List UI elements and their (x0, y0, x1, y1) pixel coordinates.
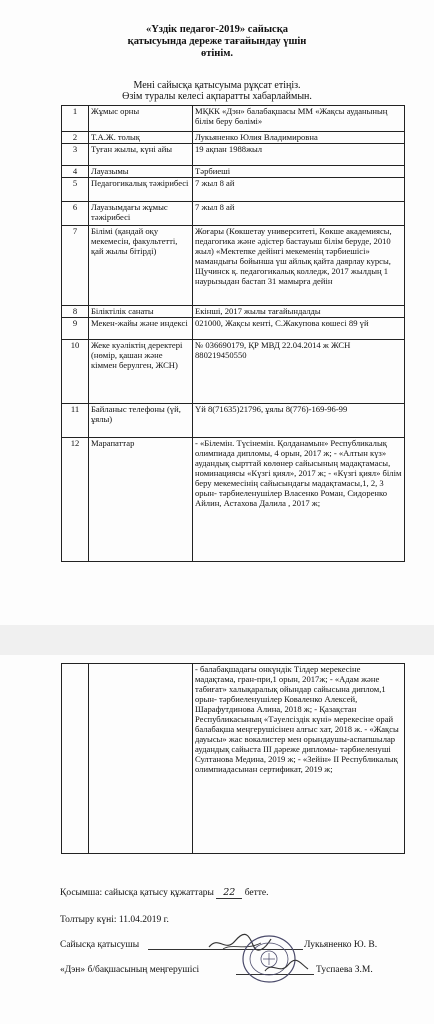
row-label: Лауазымдағы жұмыс тәжірибесі (89, 202, 193, 226)
participant-label: Сайысқа қатысушы (60, 940, 140, 950)
row-label: Біліктілік санаты (89, 306, 193, 318)
intro-text (0, 80, 434, 102)
table-row (62, 166, 405, 178)
row-number: 6 (62, 202, 89, 226)
table-row (62, 132, 405, 144)
table-row (62, 202, 405, 226)
row-number: 1 (62, 106, 89, 132)
table-row (62, 144, 405, 166)
row-label: Марапаттар (89, 438, 193, 562)
head-name: Туспаева З.М. (316, 965, 373, 975)
title-line-2: қатысуында дереже тағайындау үшін (127, 36, 307, 47)
row-number: 4 (62, 166, 89, 178)
row-number: 10 (62, 340, 89, 404)
table-row (62, 318, 405, 340)
document-title (0, 24, 434, 60)
row-number: 9 (62, 318, 89, 340)
head-label: «Дэн» б/бақшасының меңгерушісі (60, 965, 200, 975)
table-row (62, 404, 405, 438)
row-number: 11 (62, 404, 89, 438)
row-number (62, 664, 89, 854)
row-label: Т.А.Ж. толық (89, 132, 193, 144)
row-number: 5 (62, 178, 89, 202)
row-number: 12 (62, 438, 89, 562)
table-row (62, 340, 405, 404)
row-value: МҚКК «Дэн» балабақшасы ММ «Жақсы ауданының білім беру бөлімі» (193, 106, 405, 132)
row-value: Лукьяненко Юлия Владимировна (193, 132, 405, 144)
document-page-2 (0, 655, 434, 1024)
continuation-table (61, 663, 405, 854)
row-label: Педагогикалық тәжірибесі (89, 178, 193, 202)
row-label: Мекен-жайы және индексі (89, 318, 193, 340)
table-row (62, 178, 405, 202)
title-line-1: «Үздік педагог-2019» сайысқа (145, 24, 289, 35)
row-value: Үй 8(71635)21796, ұялы 8(776)-169-96-99 (193, 404, 405, 438)
row-label: Жұмыс орны (89, 106, 193, 132)
table-row (62, 664, 405, 854)
row-label: Туған жылы, күні айы (89, 144, 193, 166)
row-value: - балабақшадағы онкүндік Тілдер мерекесіне мадақтама, гран-при,1 орын, 2017ж; - «Адам және табиғат» халықаралық ойындар сайысына диплом,1 орын- тәрбиеленушілер Коваленко Алексей, Шарафутдинова Алина, 2018 ж; - Қазақстан Республикасының «Тәуелсіздік күні» мерекесіне орай балабақша меңгерушісінен алғыс хат, 2018 ж. - «Жақсы дауысы» жас вокалистер мен орындаушы-аспапшылар аудандық сайыста ІІІ дәреже дипломы- тәрбиеленуші Султанова Медина, 2019 ж; - «Зейін» ІІ Республикалық олимпиадасынан сертификат, 2019 ж; (193, 664, 405, 854)
attachments-count: 22 (216, 887, 242, 899)
row-value: 7 жыл 8 ай (193, 178, 405, 202)
row-value: 19 ақпан 1988жыл (193, 144, 405, 166)
row-label: Байланыс телефоны (үй, ұялы) (89, 404, 193, 438)
row-label: Білімі (қандай оқу мекемесін, факультетті, қай жылы бітірді) (89, 226, 193, 306)
attachments-prefix: Қосымша: сайысқа қатысу құжаттары (60, 888, 214, 898)
attachments-line (60, 887, 269, 899)
intro-line-2: Өзім туралы келесі ақпаратты хабарлаймын. (122, 91, 312, 102)
row-value: Тәрбиеші (193, 166, 405, 178)
head-signature (262, 957, 312, 977)
row-label (89, 664, 193, 854)
table-row (62, 226, 405, 306)
row-number: 3 (62, 144, 89, 166)
intro-line-1: Мені сайысқа қатысуыма рұқсат етіңіз. (133, 80, 301, 91)
row-value: - «Білемін. Түсінемін. Қолданамын» Республикалық олимпиада дипломы, 4 орын, 2017 ж; - «Алтын күз» аудандық сырттай көлөнер сайысының мадақтамасы, номинациясы «Күзгі қиял», 2017 ж; - «Күзгі қиял» білім беру мекемесінің сайысындағы мадақтамасы,1, 2, 3 орын- тәрбиеленушілер Власенко Роман, Сидоренко Айлин, Астахова Далила , 2017 ж; (193, 438, 405, 562)
page-gap (0, 625, 434, 655)
table-row (62, 438, 405, 562)
application-table (61, 105, 405, 562)
row-value: 7 жыл 8 ай (193, 202, 405, 226)
row-number: 7 (62, 226, 89, 306)
attachments-suffix: бетте. (244, 888, 269, 898)
row-label: Лауазымы (89, 166, 193, 178)
row-value: Жоғары (Көкшетау университеті, Көкше академиясы, педагогика және әдістер бастауыш білім беруде, 2010 жыл) «Мектепке дейінгі мекеменің тәрбиешісі» мамандығы бойынша үш айлық қайта даярлау курсы, Щучинск қ. педагогикалық колледж, 2017 жылдың 1 наурызыдан бастап 31 мамырға дейін (193, 226, 405, 306)
table-row (62, 306, 405, 318)
date-line: Толтыру күні: 11.04.2019 г. (60, 915, 169, 925)
participant-name: Лукьяненко Ю. В. (304, 940, 378, 950)
table-row (62, 106, 405, 132)
row-number: 2 (62, 132, 89, 144)
title-line-3: өтінім. (200, 48, 234, 59)
row-value: № 036690179, ҚР МВД 22.04.2014 ж ЖСН 880219450550 (193, 340, 405, 404)
row-value: Екінші, 2017 жылы тағайындалды (193, 306, 405, 318)
row-number: 8 (62, 306, 89, 318)
row-value: 021000, Жақсы кенті, С.Жакупова көшесі 89 үй (193, 318, 405, 340)
row-label: Жеке куәліктің деректері (нөмір, қашан және кіммен берулген, ЖСН) (89, 340, 193, 404)
